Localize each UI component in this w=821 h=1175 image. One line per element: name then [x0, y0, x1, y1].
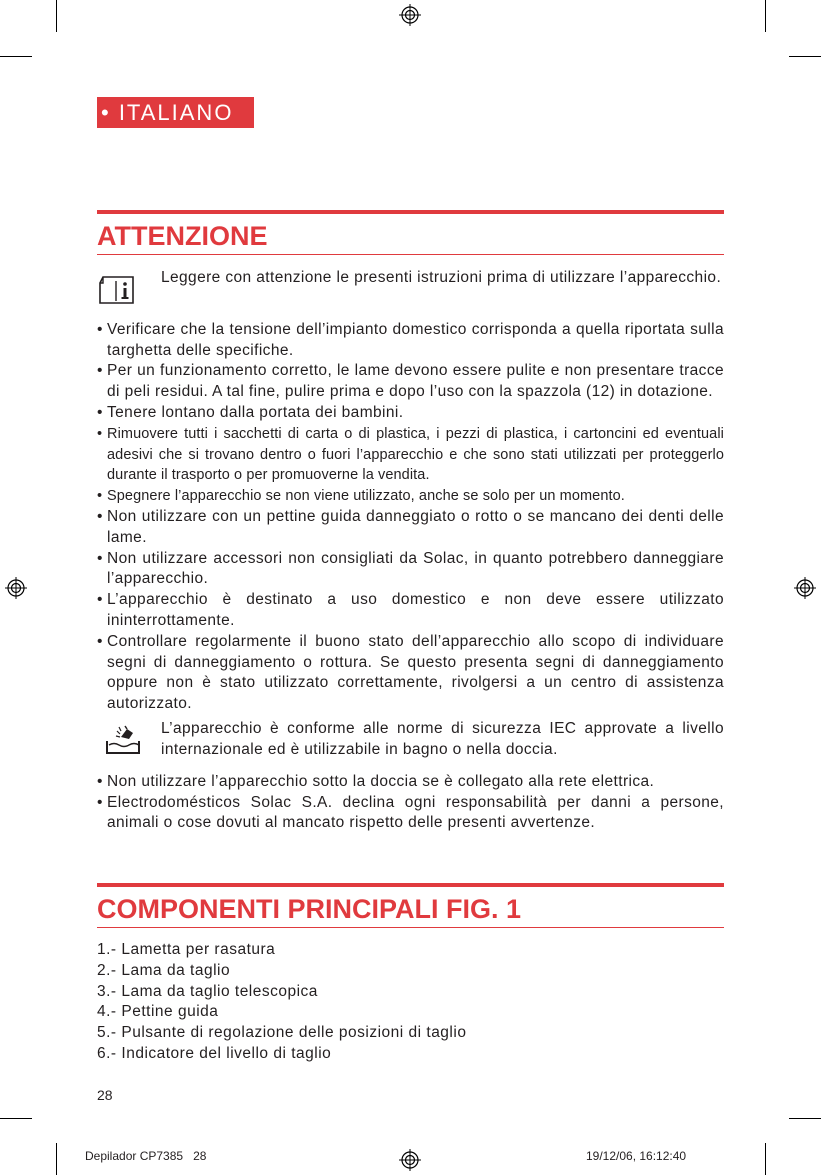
- read-instructions-note: [97, 268, 724, 312]
- section-bar: [97, 883, 724, 887]
- section-rule: [97, 927, 724, 928]
- warning-title: ATTENZIONE: [97, 221, 268, 251]
- list-item: • Spegnere l’apparecchio se non viene utilizzato, anche se solo per un momento.: [97, 488, 625, 505]
- list-item: 5.- Pulsante di regolazione delle posizioni di taglio: [97, 1024, 467, 1042]
- list-item: • Rimuovere tutti i sacchetti di carta o di plastica, i pezzi di plastica, i cartoncini ed eventuali adesivi che si trovano dentro o fuori l’apparecchio e che sono stati utilizzati per proteggerlo durante il trasporto o per promuoverne la vendita.: [97, 425, 724, 484]
- crop-mark: [765, 1143, 766, 1175]
- bath-note-text: L’apparecchio è conforme alle norme di sicurezza IEC approvate a livello internazionale ed è utilizzabile in bagno o nella doccia.: [161, 719, 724, 758]
- slug-timestamp: 19/12/06, 16:12:40: [586, 1149, 687, 1163]
- crop-mark: [56, 1143, 57, 1175]
- list-item: 6.- Indicatore del livello di taglio: [97, 1044, 332, 1062]
- list-item: • Non utilizzare l’apparecchio sotto la doccia se è collegato alla rete elettrica.: [97, 772, 655, 790]
- section-bar: [97, 210, 724, 214]
- crop-mark: [0, 1118, 32, 1119]
- section-rule: [97, 254, 724, 255]
- bath-safety-note: [97, 719, 724, 764]
- list-item: • Tenere lontano dalla portata dei bambini.: [97, 403, 404, 421]
- components-list: [97, 940, 466, 1065]
- warning-body: [97, 268, 724, 834]
- registration-mark-icon: [399, 1149, 421, 1171]
- crop-mark: [789, 1118, 821, 1119]
- registration-mark-icon: [5, 577, 27, 599]
- list-item: 2.- Lama da taglio: [97, 961, 231, 979]
- crop-mark: [56, 0, 57, 32]
- slug-filename: Depilador CP7385 28: [85, 1149, 207, 1163]
- intro-text: Leggere con attenzione le presenti istruzioni prima di utilizzare l’apparecchio.: [161, 269, 722, 286]
- info-book-icon: [97, 275, 137, 305]
- list-item: 1.- Lametta per rasatura: [97, 941, 276, 958]
- components-section-header: [97, 883, 724, 928]
- language-tab: • ITALIANO: [97, 97, 254, 128]
- crop-mark: [789, 56, 821, 57]
- bath-shower-icon: [105, 723, 145, 757]
- crop-mark: [0, 56, 32, 57]
- components-title: COMPONENTI PRINCIPALI FIG. 1: [97, 894, 522, 924]
- warning-section-header: [97, 210, 724, 255]
- crop-mark: [765, 0, 766, 32]
- list-item: • Controllare regolarmente il buono stato dell’apparecchio allo scopo di individuare segni di danneggiamento o rottura. Se questo presenta segni di danneggiamento oppure non è stato utilizzato correttamente, rivolgersi a un centro di assistenza autorizzato.: [97, 632, 724, 713]
- list-item: • Electrodomésticos Solac S.A. declina ogni responsabilità per danni a persone, animali o cose dovuti al mancato rispetto delle presenti avvertenze.: [97, 793, 724, 832]
- registration-mark-icon: [794, 577, 816, 599]
- page-number: 28: [97, 1087, 113, 1103]
- list-item: 4.- Pettine guida: [97, 1003, 219, 1021]
- registration-mark-icon: [399, 4, 421, 26]
- list-item: 3.- Lama da taglio telescopica: [97, 982, 318, 1000]
- list-item: • L’apparecchio è destinato a uso domestico e non deve essere utilizzato ininterrottamente.: [97, 591, 724, 629]
- list-item: • Non utilizzare con un pettine guida danneggiato o rotto o se mancano dei denti delle lame.: [97, 507, 724, 546]
- list-item: • Non utilizzare accessori non consigliati da Solac, in quanto potrebbero danneggiare l’apparecchio.: [97, 549, 724, 588]
- list-item: • Verificare che la tensione dell’impianto domestico corrisponda a quella riportata sulla targhetta delle specifiche.: [97, 320, 724, 359]
- list-item: • Per un funzionamento corretto, le lame devono essere pulite e non presentare tracce di peli residui. A tal fine, pulire prima e dopo l’uso con la spazzola (12) in dotazione.: [97, 362, 724, 401]
